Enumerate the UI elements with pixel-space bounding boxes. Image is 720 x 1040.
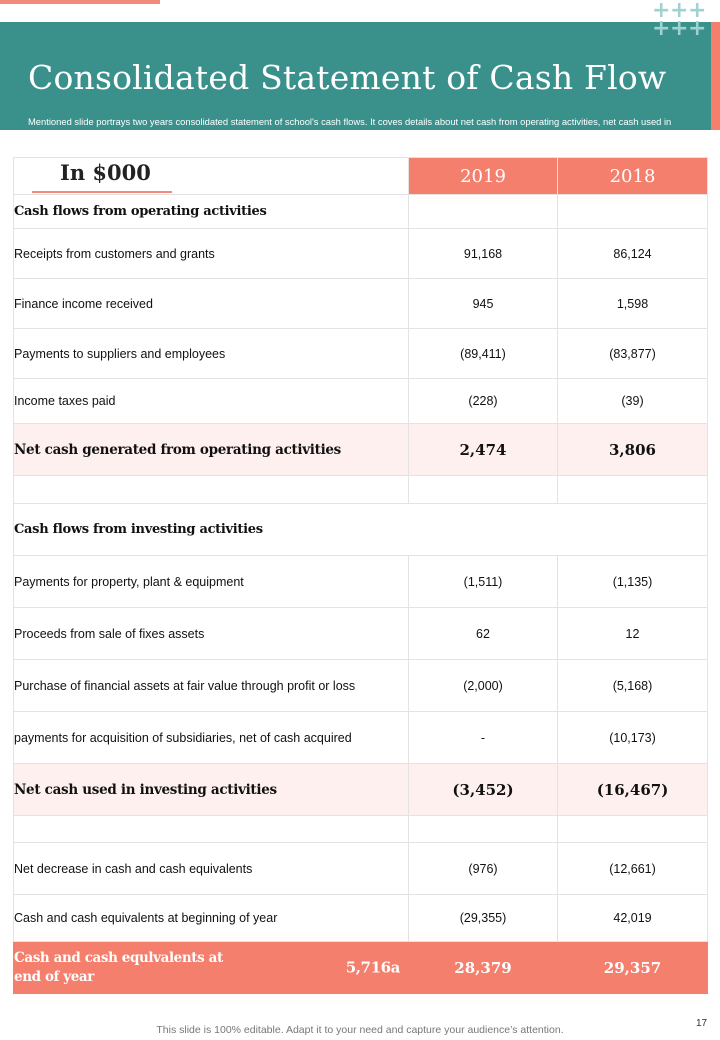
value-2019: 62 — [409, 608, 558, 660]
year-header-2018: 2018 — [558, 158, 708, 195]
value-2018: (1,135) — [558, 556, 708, 608]
total-row-end-of-year — [14, 942, 708, 994]
row-label: Purchase of financial assets at fair value through profit or loss — [14, 660, 409, 712]
row-label: Cash and cash equivalents at beginning of year — [14, 895, 409, 942]
year-header-2019: 2019 — [409, 158, 558, 195]
row-label: payments for acquisition of subsidiaries, net of cash acquired — [14, 712, 409, 764]
value-2018: 29,357 — [558, 942, 708, 994]
page-title: Consolidated Statement of Cash Flow — [28, 58, 667, 97]
table-row — [14, 895, 708, 942]
table-row — [14, 608, 708, 660]
value-2018: (10,173) — [558, 712, 708, 764]
spacer-row — [14, 476, 708, 504]
value-2018: (83,877) — [558, 329, 708, 379]
row-label: Receipts from customers and grants — [14, 229, 409, 279]
row-label: Net decrease in cash and cash equivalents — [14, 843, 409, 895]
plus-pattern-icon: + + + + + + — [652, 0, 707, 41]
banner-side-accent — [711, 22, 720, 130]
value-2019: (2,000) — [409, 660, 558, 712]
table-row — [14, 195, 708, 229]
value-2018: 12 — [558, 608, 708, 660]
value-2018: (16,467) — [558, 764, 708, 816]
cash-flow-table — [13, 157, 708, 994]
section-heading-operating: Cash flows from operating activities — [14, 195, 409, 229]
value-2019: 28,379 — [409, 942, 558, 994]
table-row — [14, 843, 708, 895]
value-2018: 86,124 — [558, 229, 708, 279]
spacer-row — [14, 816, 708, 843]
table-row — [14, 279, 708, 329]
table-row — [14, 712, 708, 764]
row-label: Proceeds from sale of fixes assets — [14, 608, 409, 660]
row-label: Income taxes paid — [14, 379, 409, 424]
title-banner — [0, 22, 711, 139]
row-label: Net cash used in investing activities — [14, 764, 409, 816]
row-label-line-2: end of year — [14, 968, 94, 985]
value-2019: - — [409, 712, 558, 764]
value-2019: (3,452) — [409, 764, 558, 816]
value-2019: (89,411) — [409, 329, 558, 379]
value-2018: (39) — [558, 379, 708, 424]
value-2018: (5,168) — [558, 660, 708, 712]
row-label: Finance income received — [14, 279, 409, 329]
subtotal-row-investing — [14, 764, 708, 816]
table-row — [14, 660, 708, 712]
value-2019: 2,474 — [409, 424, 558, 476]
row-label: Net cash generated from operating activities — [14, 424, 409, 476]
unit-label-underline — [32, 191, 172, 193]
table-row — [14, 504, 708, 556]
value-2019: 945 — [409, 279, 558, 329]
value-2019: (29,355) — [409, 895, 558, 942]
value-2019: (1,511) — [409, 556, 558, 608]
row-label: Payments to suppliers and employees — [14, 329, 409, 379]
value-2018: 3,806 — [558, 424, 708, 476]
extra-value: 5,716a — [345, 958, 400, 976]
table-row — [14, 379, 708, 424]
value-2018: (12,661) — [558, 843, 708, 895]
table-row — [14, 329, 708, 379]
top-accent-bar — [0, 0, 160, 4]
section-heading-investing: Cash flows from investing activities — [14, 504, 708, 556]
row-label: Payments for property, plant & equipment — [14, 556, 409, 608]
value-2019: (228) — [409, 379, 558, 424]
row-label-line-1: Cash and cash equlvalents at — [14, 949, 223, 966]
value-2019: (976) — [409, 843, 558, 895]
unit-label: In $000 — [60, 160, 151, 185]
table-row — [14, 556, 708, 608]
page-subtitle: Mentioned slide portrays two years consolidated statement of school's cash flows. It coves details about net cash from operating activities, net cash used in investing activities and net cash increase in cash & cash equivalent. — [28, 116, 672, 139]
table-row — [14, 229, 708, 279]
subtotal-row-operating — [14, 424, 708, 476]
page-number: 17 — [696, 1018, 708, 1029]
footer-note: This slide is 100% editable. Adapt it to your need and capture your audience’s attention. — [156, 1024, 564, 1036]
value-2018: 42,019 — [558, 895, 708, 942]
row-label — [14, 942, 409, 994]
value-2018: 1,598 — [558, 279, 708, 329]
value-2019: 91,168 — [409, 229, 558, 279]
